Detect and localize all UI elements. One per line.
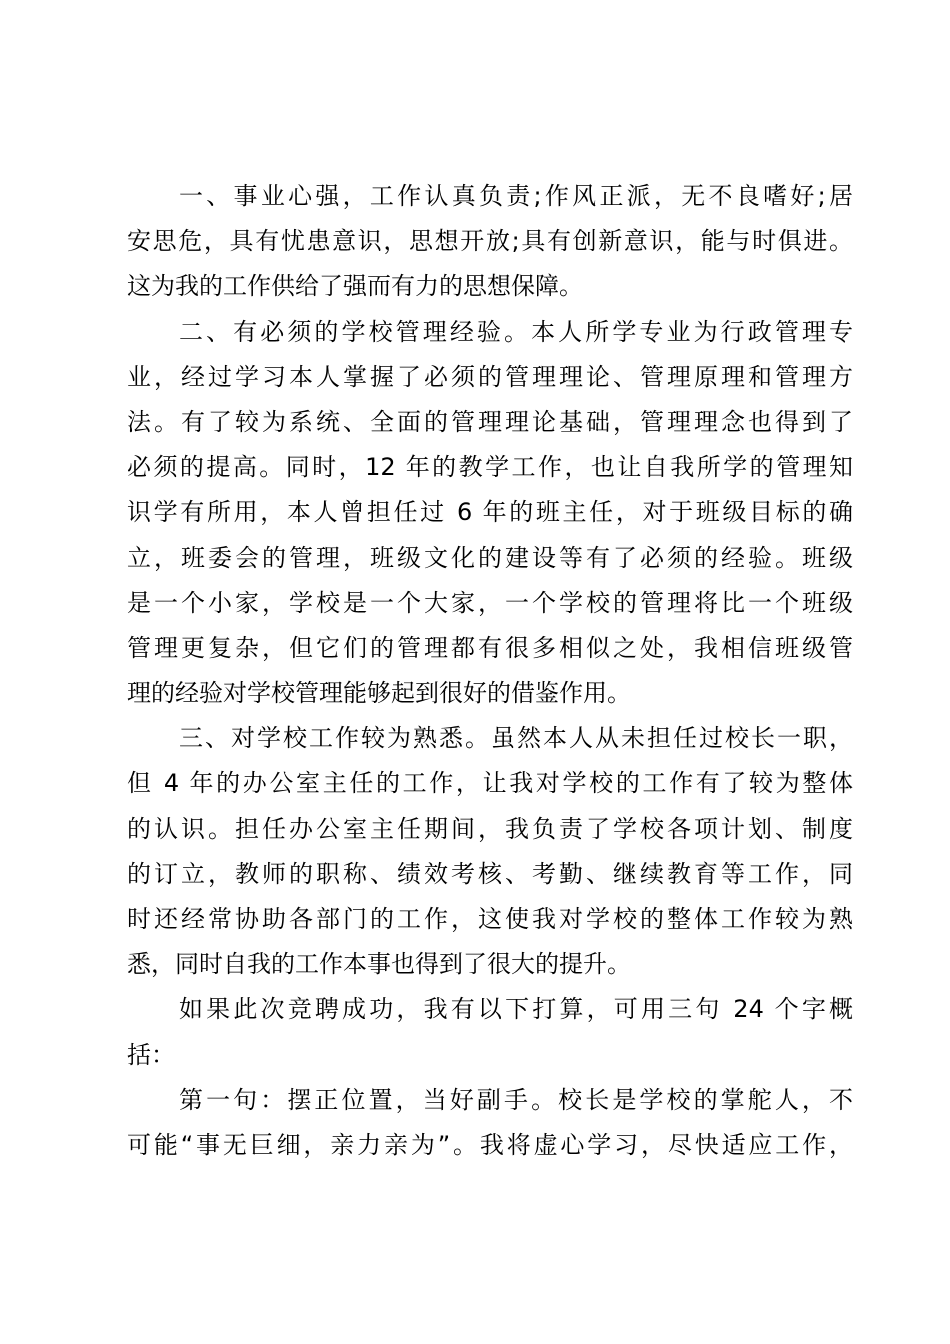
text-line: 一、事业心强，工作认真负责;作风正派，无不良嗜好;居 xyxy=(179,182,853,210)
text-line: 管理更复杂，但它们的管理都有很多相似之处，我相信班级管 xyxy=(127,633,853,662)
paragraph-qualification-1 xyxy=(127,174,853,310)
text-line: 理的经验对学校管理能够起到很好的借鉴作用。 xyxy=(127,679,631,708)
text-line: 可能“事无巨细，亲力亲为”。我将虚心学习，尽快适应工作， xyxy=(127,1130,853,1159)
text-line: 法。有了较为系统、全面的管理理论基础，管理理念也得到了 xyxy=(127,407,853,436)
text-line: 的订立，教师的职称、绩效考核、考勤、继续教育等工作，同 xyxy=(127,859,853,888)
paragraph-qualification-2 xyxy=(127,310,853,717)
text-line: 识学有所用，本人曾担任过 6 年的班主任，对于班级目标的确 xyxy=(127,498,853,527)
text-line: 这为我的工作供给了强而有力的思想保障。 xyxy=(127,272,583,301)
text-line: 但 4 年的办公室主任的工作，让我对学校的工作有了较为整体 xyxy=(127,769,853,798)
text-line: 安思危，具有忧患意识，思想开放;具有创新意识，能与时俱进。 xyxy=(127,227,853,256)
paragraph-qualification-3 xyxy=(127,716,853,987)
text-line: 如果此次竞聘成功，我有以下打算，可用三句 24 个字概 xyxy=(179,995,853,1024)
text-line: 三、对学校工作较为熟悉。虽然本人从未担任过校长一职， xyxy=(179,724,853,753)
text-line: 时还经常协助各部门的工作，这使我对学校的整体工作较为熟 xyxy=(127,905,853,933)
text-line: 的认识。担任办公室主任期间，我负责了学校各项计划、制度 xyxy=(127,814,853,843)
text-line: 必须的提高。同时，12 年的教学工作，也让自我所学的管理知 xyxy=(127,453,853,482)
text-line: 括： xyxy=(127,1040,175,1069)
document-body xyxy=(127,174,853,1168)
text-line: 是一个小家，学校是一个大家，一个学校的管理将比一个班级 xyxy=(127,588,853,617)
text-line: 二、有必须的学校管理经验。本人所学专业为行政管理专 xyxy=(179,317,853,346)
paragraph-plan-first xyxy=(127,1078,853,1168)
text-line: 第一句：摆正位置，当好副手。校长是学校的掌舵人，不 xyxy=(179,1085,853,1114)
paragraph-plan-intro xyxy=(127,987,853,1077)
text-line: 立，班委会的管理，班级文化的建设等有了必须的经验。班级 xyxy=(127,543,853,572)
text-line: 悉，同时自我的工作本事也得到了很大的提升。 xyxy=(127,950,631,979)
text-line: 业，经过学习本人掌握了必须的管理理论、管理原理和管理方 xyxy=(127,362,853,391)
